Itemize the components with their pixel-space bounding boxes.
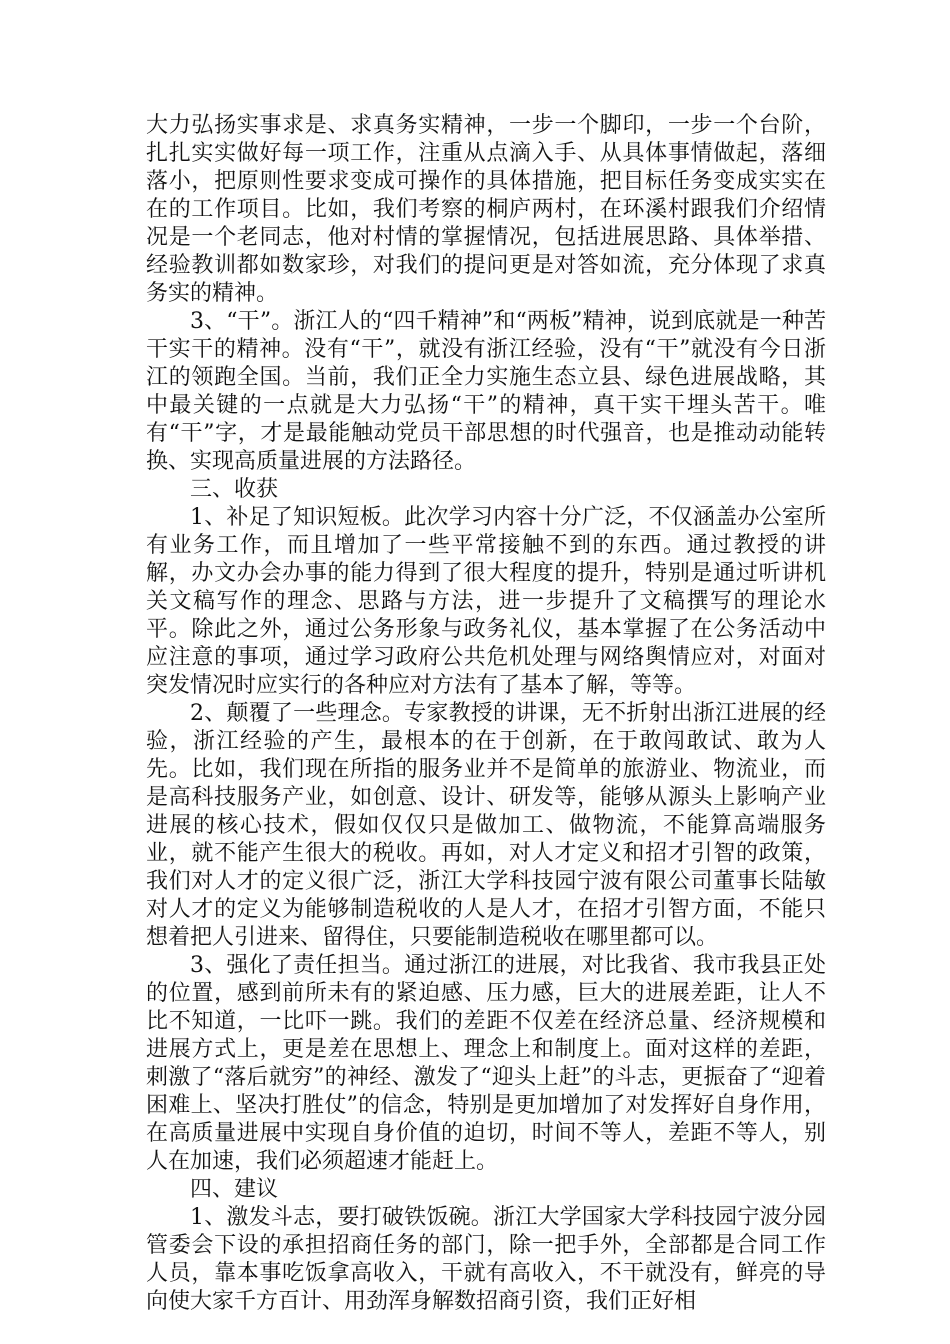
paragraph-new-concepts: 2、颠覆了一些理念。专家教授的讲课，无不折射出浙江进展的经验，浙江经验的产生，最根本的在于创新，在于敢闯敢试、敢为人先。比如，我们现在所指的服务业并不是简单的旅游业、物流业，而是高科技服务产业，如创意、设计、研发等，能够从源头上影响产业进展的核心技术，假如仅仅只是做加工、做物流，不能算高端服务业，就不能产生很大的税收。再如，对人才定义和招才引智的政策，我们对人才的定义很广泛，浙江大学科技园宁波有限公司董事长陆敏对人才的定义为能够制造税收的人是人才，在招才引智方面，不能只想着把人引进来、留得住，只要能制造税收在哪里都可以。 <box>146 701 826 950</box>
paragraph-knowledge-gap: 1、补足了知识短板。此次学习内容十分广泛，不仅涵盖办公室所有业务工作，而且增加了一些平常接触不到的东西。通过教授的讲解，办文办会办事的能力得到了很大程度的提升，特别是通过听讲机关文稿写作的理念、思路与方法，进一步提升了文稿撰写的理论水平。除此之外，通过公务形象与政务礼仪，基本掌握了在公务活动中应注意的事项，通过学习政府公共危机处理与网络舆情应对，对面对突发情况时应实行的各种应对方法有了基本了解，等等。 <box>146 505 826 698</box>
paragraph-responsibility: 3、强化了责任担当。通过浙江的进展，对比我省、我市我县正处的位置，感到前所未有的紧迫感、压力感，巨大的进展差距，让人不比不知道，一比吓一跳。我们的差距不仅差在经济总量、经济规模和进展方式上，更是差在思想上、理念上和制度上。面对这样的差距，刺激了“落后就穷”的神经、激发了“迎头上赶”的斗志，更振奋了“迎着困难上、坚决打胜仗”的信念，特别是更加增加了对发挥好自身作用，在高质量进展中实现自身价值的迫切，时间不等人，差距不等人，别人在加速，我们必须超速才能赶上。 <box>146 953 826 1174</box>
paragraph-seek-truth: 大力弘扬实事求是、求真务实精神，一步一个脚印，一步一个台阶，扎扎实实做好每一项工作，注重从点滴入手、从具体事情做起，落细落小，把原则性要求变成可操作的具体措施，把目标任务变成实实在在的工作项目。比如，我们考察的桐庐两村，在环溪村跟我们介绍情况是一个老同志，他对村情的掌握情况，包括进展思路、具体举措、经验教训都如数家珍，对我们的提问更是对答如流，充分体现了求真务实的精神。 <box>146 113 826 306</box>
section-heading-gains: 三、收获 <box>190 477 279 502</box>
paragraph-gan-spirit: 3、“干”。浙江人的“四千精神”和“两板”精神，说到底就是一种苦干实干的精神。没有“干”，就没有浙江经验，没有“干”就没有今日浙江的领跑全国。当前，我们正全力实施生态立县、绿色进展战略，其中最关键的一点就是大力弘扬“干”的精神，真干实干埋头苦干。唯有“干”字，才是最能触动党员干部思想的时代强音，也是推动动能转换、实现高质量进展的方法路径。 <box>146 309 826 474</box>
section-heading-suggestions: 四、建议 <box>190 1177 279 1202</box>
paragraph-break-iron-rice-bowl: 1、激发斗志，要打破铁饭碗。浙江大学国家大学科技园宁波分园管委会下设的承担招商任务的部门，除一把手外，全部都是合同工作人员，靠本事吃饭拿高收入，干就有高收入，不干就没有，鲜亮的导向使大家千方百计、用劲浑身解数招商引资，我们正好相 <box>146 1205 826 1314</box>
document-page <box>146 112 826 1316</box>
